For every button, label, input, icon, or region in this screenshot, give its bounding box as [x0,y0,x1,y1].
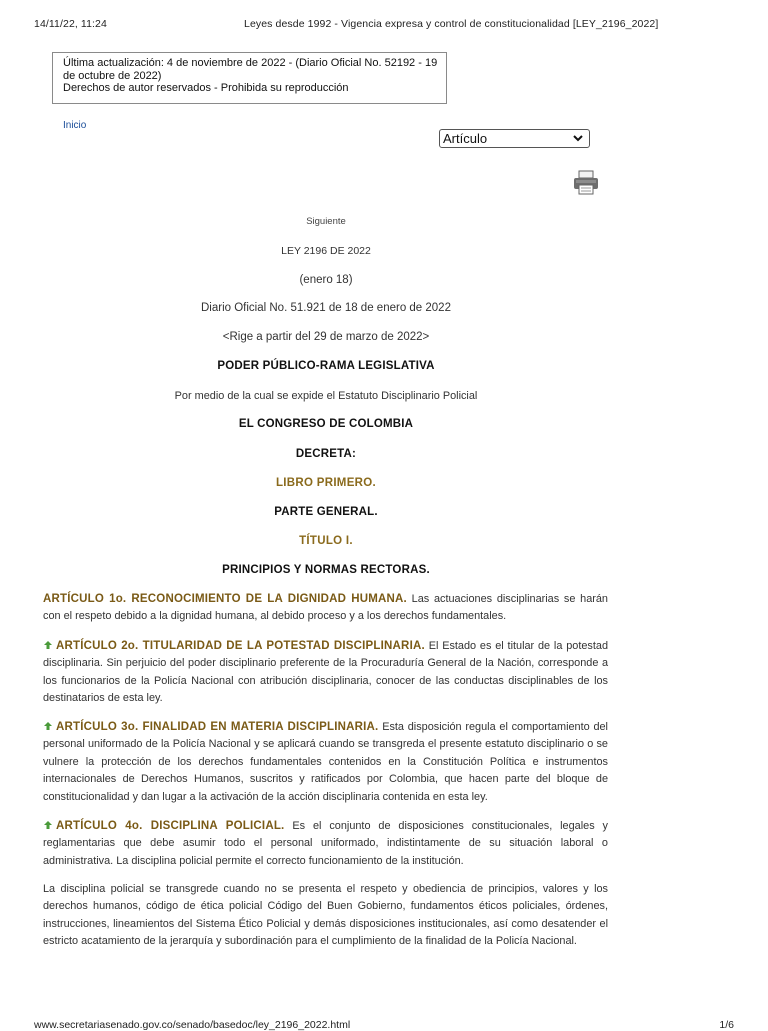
article-4-heading[interactable]: ARTÍCULO 4o. DISCIPLINA POLICIAL. [56,820,285,832]
article-2-heading[interactable]: ARTÍCULO 2o. TITULARIDAD DE LA POTESTAD DISCIPLINARIA. [56,640,425,652]
update-notice-box [52,52,447,104]
print-document-title: Leyes desde 1992 - Vigencia expresa y control de constitucionalidad [LEY_2196_2022] [244,18,659,30]
update-line-2: de octubre de 2022) [63,69,162,82]
arrow-up-icon[interactable] [43,721,53,731]
inicio-link[interactable]: Inicio [63,120,87,131]
print-datetime: 14/11/22, 11:24 [34,18,107,30]
article-4 [43,818,608,870]
print-url: www.secretariasenado.gov.co/senado/basedoc/ley_2196_2022.html [34,1019,351,1031]
article-select-value: Artículo [443,131,488,146]
law-effective-date: <Rige a partir del 29 de marzo de 2022> [222,331,430,343]
article-3-heading[interactable]: ARTÍCULO 3o. FINALIDAD EN MATERIA DISCIPLINARIA. [56,721,379,733]
law-gazette: Diario Oficial No. 51.921 de 18 de enero de 2022 [201,302,451,314]
law-title: LEY 2196 DE 2022 [281,245,371,257]
printer-icon[interactable] [572,168,600,196]
page-number: 1/6 [719,1019,734,1031]
copyright-line: Derechos de autor reservados - Prohibida su reproducción [63,82,349,94]
article-3 [43,719,608,806]
siguiente-link[interactable]: Siguiente [306,216,346,227]
parte-heading: PARTE GENERAL. [274,506,378,518]
discipline-paragraph: La disciplina policial se transgrede cuando no se presenta el respeto y obediencia de principios, valores y los derechos humanos, código de ética policial Código del Buen Gobierno, fundamentos éticos policiales, órdenes, instrucciones, lineamientos del Sistema Ético Policial y demás disposiciones institucionales, así como desatender el estricto acatamiento de la jerarquía y subordinación para el cumplimiento de la finalidad de la Policía Nacional. [43,883,608,948]
article-1 [43,591,608,626]
libro-heading: LIBRO PRIMERO. [275,477,377,489]
law-date: (enero 18) [299,274,353,286]
article-1-text: Las actuaciones disciplinarias se harán con el respeto debido a la dignidad humana, al debido proceso y a los derechos fundamentales. [43,593,608,623]
arrow-up-icon[interactable] [43,640,53,650]
principios-heading: PRINCIPIOS Y NORMAS RECTORAS. [222,564,430,576]
congress-heading: EL CONGRESO DE COLOMBIA [238,418,414,430]
chevron-down-icon [572,132,584,144]
article-1-heading[interactable]: ARTÍCULO 1o. RECONOCIMIENTO DE LA DIGNIDAD HUMANA. [43,593,407,605]
law-subject: Por medio de la cual se expide el Estatuto Disciplinario Policial [174,390,478,402]
decreta-heading: DECRETA: [295,448,357,460]
article-3-text: Esta disposición regula el comportamiento del personal uniformado de la Policía Nacional y se aplicará cuando se transgreda el presente estatuto disciplinario o se vulnere la protección de los derechos fundamentales contenidos en la Constitución Política e instrumentos internacionales de Derechos Humanos, suscritos y ratificados por Colombia, que hacen parte del bloque de constitucionalidad y dan lugar a la activación de la acción disciplinaria contenida en esta ley. [43,721,608,803]
update-line-1: Última actualización: 4 de noviembre de 2022 - (Diario Oficial No. 52192 - 19 [63,57,438,69]
article-2 [43,638,608,708]
article-4-text: Es el conjunto de disposiciones constitucionales, legales y reglamentarias que debe asumir todo el personal uniformado, indistintamente de su situación laboral o administrativa. La disciplina policial permite el correcto funcionamiento de la institución. [43,820,608,867]
titulo-heading: TÍTULO I. [299,535,353,547]
arrow-up-icon[interactable] [43,820,53,830]
article-select[interactable] [439,129,590,148]
law-branch: PODER PÚBLICO-RAMA LEGISLATIVA [217,360,435,372]
article-2-text: El Estado es el titular de la potestad disciplinaria. Sin perjuicio del poder disciplinario preferente de la Procuraduría General de la Nación, corresponde a los funcionarios de la Policía Nacional con atribución disciplinaria, conocer de las conductas disciplinables de los destinatarios de esta ley. [43,640,608,705]
